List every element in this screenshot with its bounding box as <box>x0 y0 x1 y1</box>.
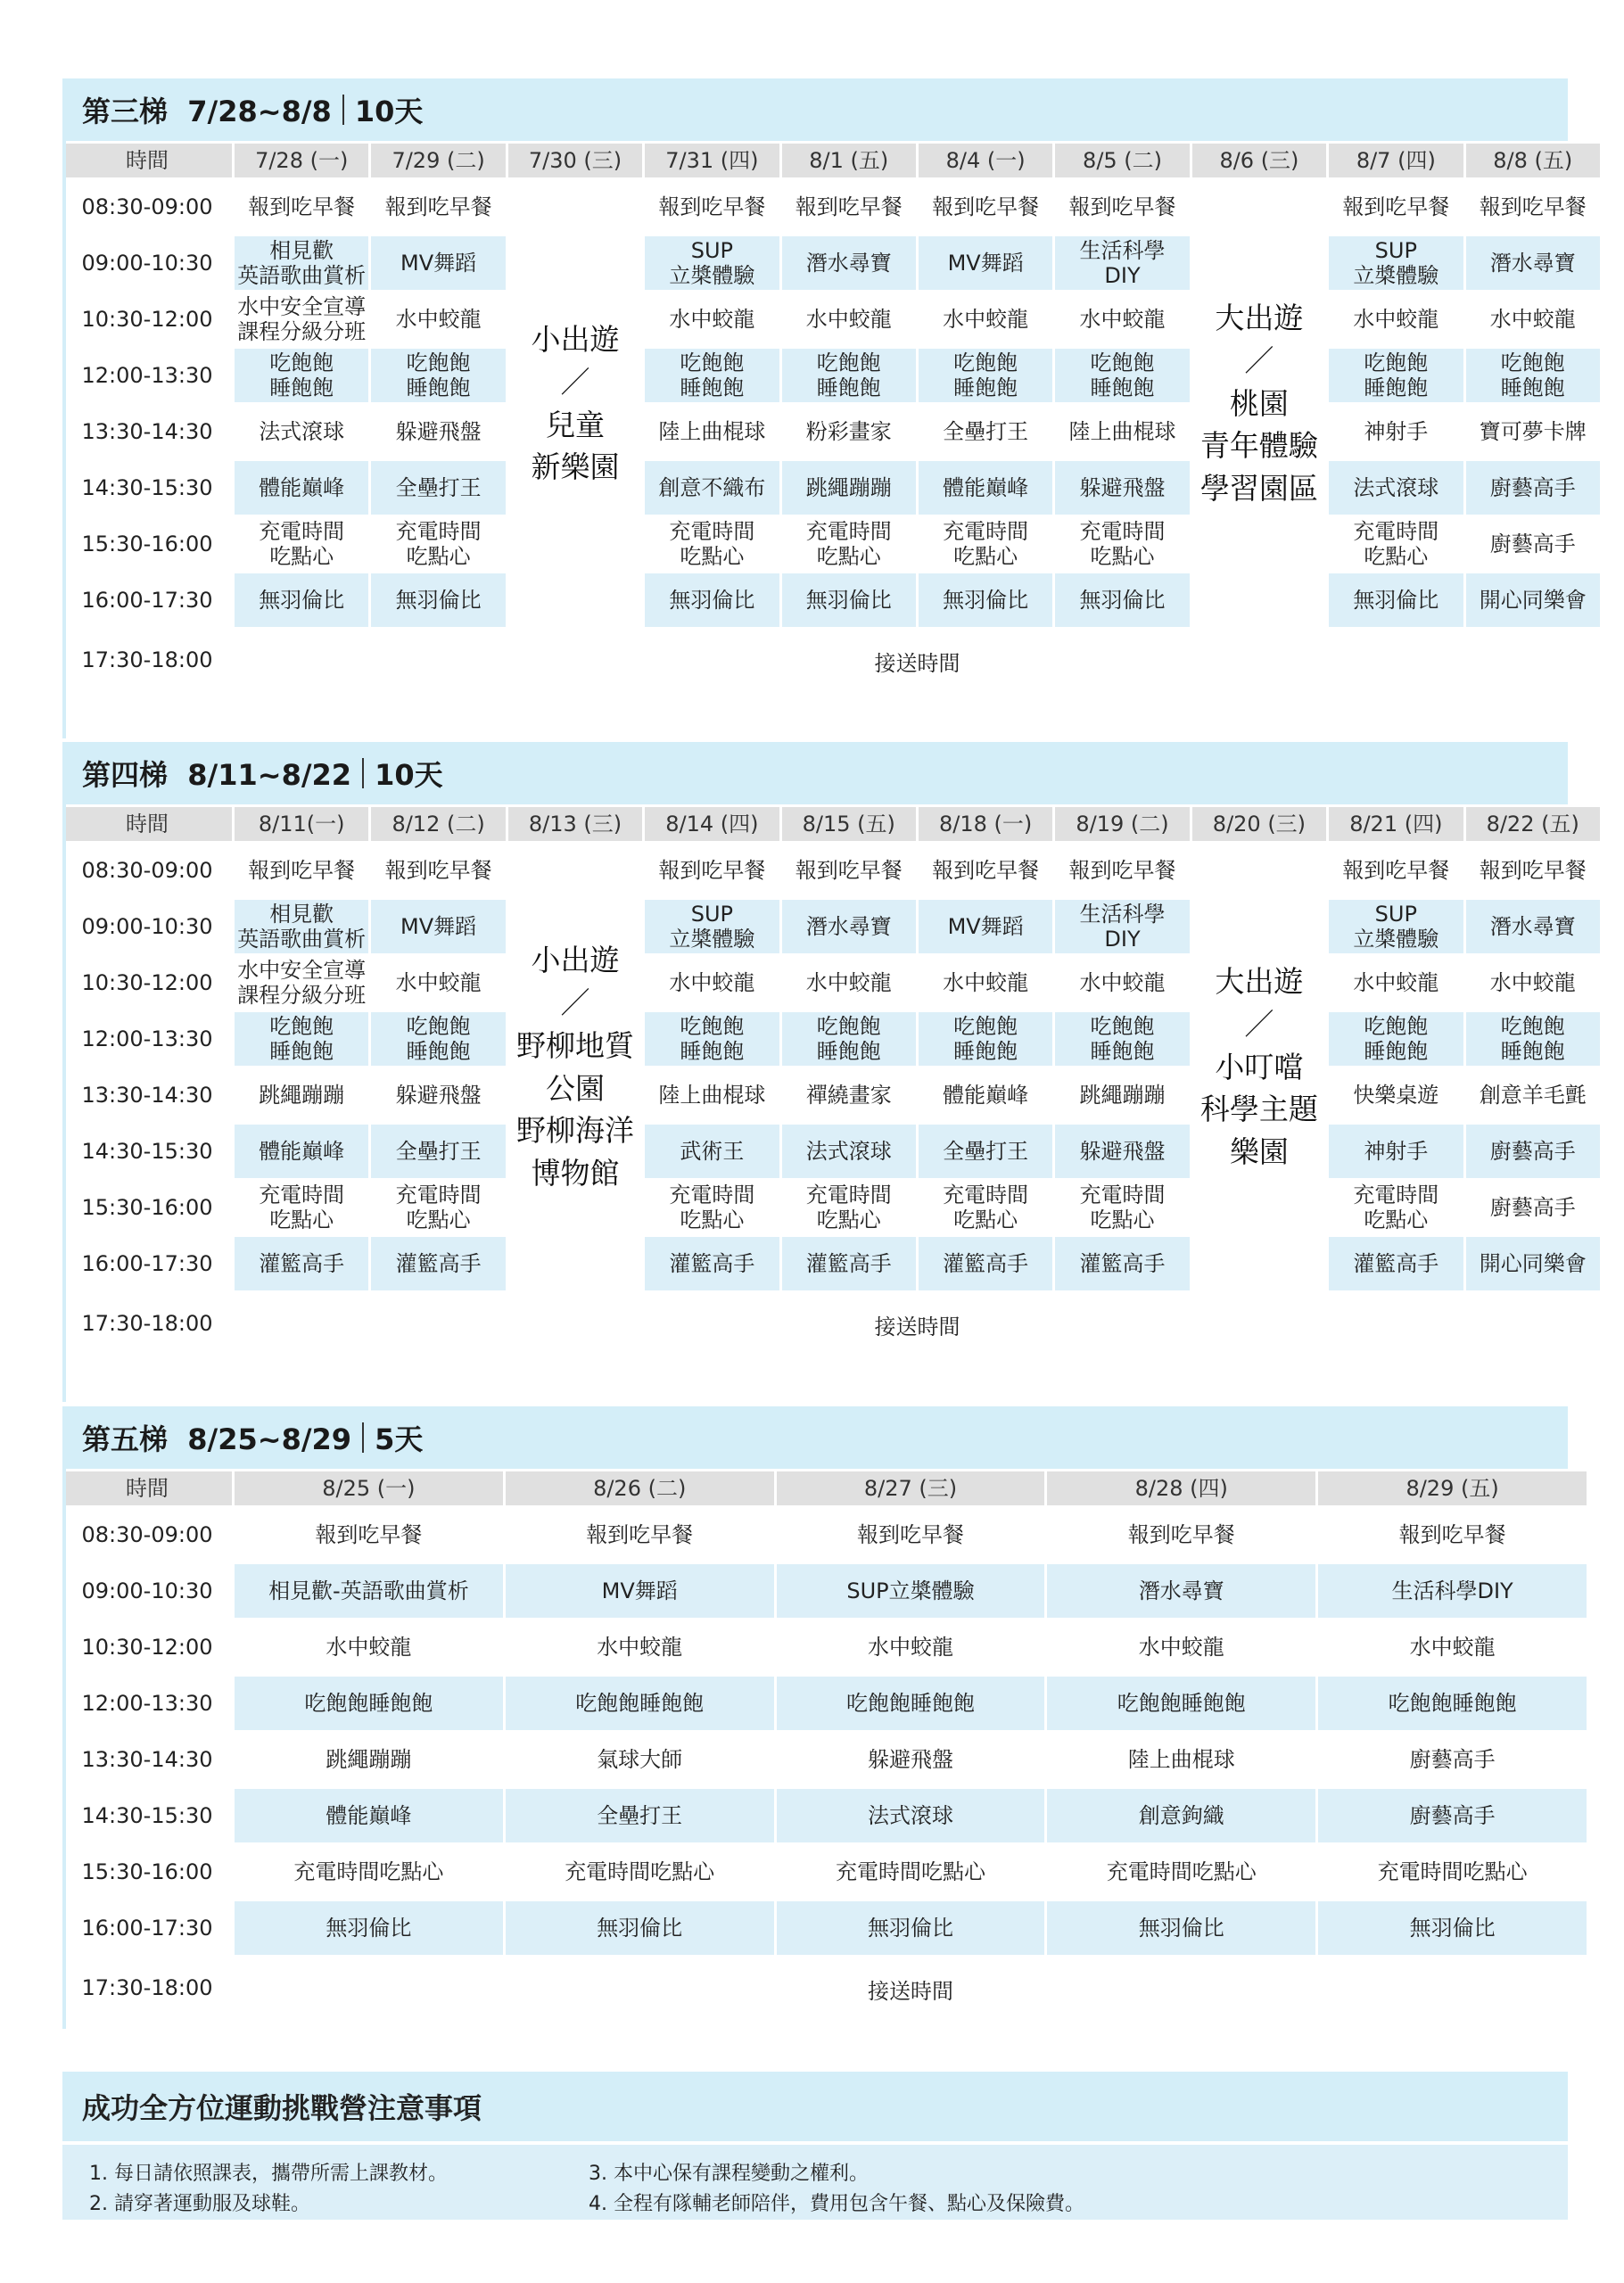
time-slot: 12:00-13:30 <box>62 1677 232 1730</box>
activity-cell: 法式滾球 <box>777 1789 1045 1842</box>
section-title: 第三梯 7/28~8/8 <box>82 95 332 128</box>
activity-cell: 報到吃早餐 <box>1055 844 1189 897</box>
activity-cell: 無羽倫比 <box>1055 573 1189 627</box>
schedule-row <box>62 405 1600 458</box>
activity-cell: 陸上曲棍球 <box>1055 405 1189 458</box>
activity-cell: MV舞蹈 <box>506 1564 774 1618</box>
activity-cell: 吃飽飽 睡飽飽 <box>1466 1012 1600 1066</box>
activity-cell: 報到吃早餐 <box>1329 844 1463 897</box>
date-column-header: 8/19 (二) <box>1055 807 1189 841</box>
activity-cell: 報到吃早餐 <box>1466 180 1600 234</box>
activity-cell: 充電時間 吃點心 <box>1055 1181 1189 1234</box>
activity-cell: 法式滾球 <box>1329 461 1463 515</box>
date-column-header: 8/28 (四) <box>1047 1471 1315 1505</box>
date-column-header: 8/26 (二) <box>506 1471 774 1505</box>
activity-cell: 充電時間 吃點心 <box>645 517 779 571</box>
activity-cell: 水中蛟龍 <box>1329 293 1463 346</box>
notes-body <box>62 2145 1568 2220</box>
activity-cell: 報到吃早餐 <box>371 844 505 897</box>
activity-cell: 報到吃早餐 <box>777 1508 1045 1562</box>
schedule-row <box>62 236 1600 290</box>
time-slot: 17:30-18:00 <box>62 1957 232 2018</box>
activity-cell: 神射手 <box>1329 1125 1463 1178</box>
activity-cell: 水中蛟龍 <box>1466 956 1600 1010</box>
time-slot: 09:00-10:30 <box>62 236 232 290</box>
schedule-section <box>62 742 1587 1356</box>
time-slot: 17:30-18:00 <box>62 1293 232 1354</box>
section-days: 5天 <box>375 1422 424 1456</box>
activity-cell: 吃飽飽 睡飽飽 <box>1329 1012 1463 1066</box>
section-header <box>62 78 1568 141</box>
activity-cell: 水中蛟龍 <box>919 293 1052 346</box>
activity-cell: 充電時間吃點心 <box>1318 1845 1587 1899</box>
activity-cell: 水中蛟龍 <box>645 956 779 1010</box>
activity-cell: 水中蛟龍 <box>1047 1620 1315 1674</box>
activity-cell: 水中蛟龍 <box>506 1620 774 1674</box>
activity-cell: 報到吃早餐 <box>235 1508 503 1562</box>
activity-cell: 跳繩蹦蹦 <box>235 1068 368 1122</box>
small-outing-cell: 小出遊 ／ 野柳地質 公園 野柳海洋 博物館 <box>508 844 642 1290</box>
section-title: 第四梯 8/11~8/22 <box>82 758 352 792</box>
section-header <box>62 1406 1568 1469</box>
date-column-header: 8/7 (四) <box>1329 144 1463 177</box>
activity-cell: 充電時間 吃點心 <box>235 517 368 571</box>
activity-cell: 開心同樂會 <box>1466 573 1600 627</box>
activity-cell: 相見歡-英語歌曲賞析 <box>235 1564 503 1618</box>
activity-cell: 生活科學DIY <box>1318 1564 1587 1618</box>
schedule-row <box>62 1789 1587 1842</box>
activity-cell: 報到吃早餐 <box>371 180 505 234</box>
schedule-row <box>62 1237 1600 1290</box>
activity-cell: 跳繩蹦蹦 <box>235 1733 503 1786</box>
activity-cell: 水中蛟龍 <box>371 293 505 346</box>
time-slot: 16:00-17:30 <box>62 1901 232 1955</box>
activity-cell: 全壘打王 <box>371 1125 505 1178</box>
time-slot: 08:30-09:00 <box>62 1508 232 1562</box>
activity-cell: 水中蛟龍 <box>371 956 505 1010</box>
activity-cell: 禪繞畫家 <box>782 1068 916 1122</box>
activity-cell: 充電時間 吃點心 <box>1329 517 1463 571</box>
date-column-header: 8/22 (五) <box>1466 807 1600 841</box>
activity-cell: 吃飽飽睡飽飽 <box>1047 1677 1315 1730</box>
activity-cell: 報到吃早餐 <box>1329 180 1463 234</box>
activity-cell: 躲避飛盤 <box>371 405 505 458</box>
section-days: 10天 <box>354 95 424 128</box>
time-slot: 16:00-17:30 <box>62 1237 232 1290</box>
time-slot: 10:30-12:00 <box>62 293 232 346</box>
activity-cell: SUP 立槳體驗 <box>645 236 779 290</box>
activity-cell: 充電時間吃點心 <box>235 1845 503 1899</box>
activity-cell: 吃飽飽 睡飽飽 <box>1055 1012 1189 1066</box>
time-slot: 14:30-15:30 <box>62 1789 232 1842</box>
activity-cell: MV舞蹈 <box>919 900 1052 953</box>
schedule-row <box>62 349 1600 402</box>
time-slot: 13:30-14:30 <box>62 1068 232 1122</box>
activity-cell: 開心同樂會 <box>1466 1237 1600 1290</box>
activity-cell: 報到吃早餐 <box>782 180 916 234</box>
note-item: 3. 本中心保有課程變動之權利。 <box>589 2163 869 2185</box>
activity-cell: 無羽倫比 <box>235 1901 503 1955</box>
activity-cell: 潛水尋寶 <box>1466 900 1600 953</box>
activity-cell: 躲避飛盤 <box>1055 461 1189 515</box>
activity-cell: 潛水尋寶 <box>1047 1564 1315 1618</box>
activity-cell: 吃飽飽 睡飽飽 <box>235 1012 368 1066</box>
activity-cell: 潛水尋寶 <box>782 236 916 290</box>
activity-cell: 灌籃高手 <box>1329 1237 1463 1290</box>
activity-cell: 吃飽飽 睡飽飽 <box>235 349 368 402</box>
activity-cell: 無羽倫比 <box>1047 1901 1315 1955</box>
activity-cell: 創意羊毛氈 <box>1466 1068 1600 1122</box>
activity-cell: 無羽倫比 <box>777 1901 1045 1955</box>
schedule-row <box>62 1901 1587 1955</box>
activity-cell: 報到吃早餐 <box>506 1508 774 1562</box>
activity-cell: 水中蛟龍 <box>782 293 916 346</box>
activity-cell: 無羽倫比 <box>645 573 779 627</box>
date-column-header: 8/6 (三) <box>1192 144 1326 177</box>
activity-cell: 無羽倫比 <box>235 573 368 627</box>
schedule-table <box>60 141 1603 693</box>
activity-cell: 吃飽飽睡飽飽 <box>506 1677 774 1730</box>
activity-cell: 充電時間吃點心 <box>1047 1845 1315 1899</box>
time-slot: 13:30-14:30 <box>62 405 232 458</box>
activity-cell: 水中蛟龍 <box>777 1620 1045 1674</box>
activity-cell: 全壘打王 <box>919 405 1052 458</box>
activity-cell: 體能巔峰 <box>919 1068 1052 1122</box>
date-column-header: 8/5 (二) <box>1055 144 1189 177</box>
activity-cell: 陸上曲棍球 <box>1047 1733 1315 1786</box>
activity-cell: 吃飽飽 睡飽飽 <box>919 1012 1052 1066</box>
schedule-row <box>62 1181 1600 1234</box>
section-side-bar <box>62 1469 66 2029</box>
activity-cell: 報到吃早餐 <box>1055 180 1189 234</box>
activity-cell: 灌籃高手 <box>919 1237 1052 1290</box>
time-slot: 15:30-16:00 <box>62 1845 232 1899</box>
activity-cell: 充電時間 吃點心 <box>1055 517 1189 571</box>
activity-cell: 生活科學 DIY <box>1055 900 1189 953</box>
date-column-header: 8/25 (一) <box>235 1471 503 1505</box>
activity-cell: 水中蛟龍 <box>919 956 1052 1010</box>
time-slot: 15:30-16:00 <box>62 517 232 571</box>
activity-cell: 報到吃早餐 <box>1318 1508 1587 1562</box>
time-slot: 14:30-15:30 <box>62 1125 232 1178</box>
big-outing-cell: 大出遊 ／ 桃園 青年體驗 學習園區 <box>1192 180 1326 627</box>
activity-cell: 吃飽飽 睡飽飽 <box>645 1012 779 1066</box>
time-column-header: 時間 <box>62 144 232 177</box>
activity-cell: 灌籃高手 <box>782 1237 916 1290</box>
time-slot: 16:00-17:30 <box>62 573 232 627</box>
section-title: 第五梯 8/25~8/29 <box>82 1422 352 1456</box>
date-column-header: 8/15 (五) <box>782 807 916 841</box>
activity-cell: 無羽倫比 <box>1329 573 1463 627</box>
activity-cell: 躲避飛盤 <box>1055 1125 1189 1178</box>
section-header <box>62 742 1568 804</box>
schedule-row <box>62 1677 1587 1730</box>
time-slot: 15:30-16:00 <box>62 1181 232 1234</box>
activity-cell: 水中蛟龍 <box>1055 293 1189 346</box>
schedule-section <box>62 78 1587 693</box>
activity-cell: 報到吃早餐 <box>235 844 368 897</box>
activity-cell: 體能巔峰 <box>919 461 1052 515</box>
activity-cell: 灌籃高手 <box>371 1237 505 1290</box>
activity-cell: 灌籃高手 <box>235 1237 368 1290</box>
date-column-header: 8/8 (五) <box>1466 144 1600 177</box>
activity-cell: 法式滾球 <box>782 1125 916 1178</box>
activity-cell: 吃飽飽 睡飽飽 <box>1329 349 1463 402</box>
activity-cell: 報到吃早餐 <box>235 180 368 234</box>
activity-cell: SUP 立槳體驗 <box>645 900 779 953</box>
date-column-header: 8/18 (一) <box>919 807 1052 841</box>
activity-cell: 吃飽飽 睡飽飽 <box>1055 349 1189 402</box>
date-column-header: 8/13 (三) <box>508 807 642 841</box>
activity-cell: 廚藝高手 <box>1466 517 1600 571</box>
activity-cell: 廚藝高手 <box>1466 1125 1600 1178</box>
date-column-header: 7/30 (三) <box>508 144 642 177</box>
activity-cell: 水中安全宣導 課程分級分班 <box>235 956 368 1010</box>
date-column-header: 8/20 (三) <box>1192 807 1326 841</box>
activity-cell: 水中蛟龍 <box>1466 293 1600 346</box>
schedule-row <box>62 180 1600 234</box>
activity-cell: 充電時間 吃點心 <box>919 1181 1052 1234</box>
activity-cell: 充電時間 吃點心 <box>371 517 505 571</box>
date-column-header: 7/31 (四) <box>645 144 779 177</box>
activity-cell: MV舞蹈 <box>371 900 505 953</box>
schedule-row <box>62 1125 1600 1178</box>
activity-cell: 神射手 <box>1329 405 1463 458</box>
schedule-row <box>62 461 1600 515</box>
schedule-row <box>62 1508 1587 1562</box>
activity-cell: 灌籃高手 <box>1055 1237 1189 1290</box>
activity-cell: 水中蛟龍 <box>235 1620 503 1674</box>
schedule-row <box>62 293 1600 346</box>
schedule-row <box>62 573 1600 627</box>
activity-cell: 充電時間吃點心 <box>777 1845 1045 1899</box>
schedule-row <box>62 1620 1587 1674</box>
activity-cell: 充電時間 吃點心 <box>645 1181 779 1234</box>
activity-cell: 充電時間 吃點心 <box>919 517 1052 571</box>
date-column-header: 8/29 (五) <box>1318 1471 1587 1505</box>
pickup-time-cell: 接送時間 <box>235 1957 1587 2018</box>
schedule-row <box>62 1068 1600 1122</box>
activity-cell: 寶可夢卡牌 <box>1466 405 1600 458</box>
section-side-bar <box>62 141 66 738</box>
activity-cell: 無羽倫比 <box>1318 1901 1587 1955</box>
big-outing-cell: 大出遊 ／ 小叮噹 科學主題 樂園 <box>1192 844 1326 1290</box>
activity-cell: 無羽倫比 <box>782 573 916 627</box>
schedule-row <box>62 1012 1600 1066</box>
activity-cell: 充電時間 吃點心 <box>782 517 916 571</box>
activity-cell: 報到吃早餐 <box>645 180 779 234</box>
activity-cell: 報到吃早餐 <box>1466 844 1600 897</box>
section-days: 10天 <box>375 758 443 792</box>
activity-cell: 陸上曲棍球 <box>645 1068 779 1122</box>
section-side-bar <box>62 804 66 1402</box>
date-column-header: 7/29 (二) <box>371 144 505 177</box>
time-slot: 12:00-13:30 <box>62 1012 232 1066</box>
activity-cell: 充電時間 吃點心 <box>235 1181 368 1234</box>
activity-cell: SUP 立槳體驗 <box>1329 900 1463 953</box>
activity-cell: 吃飽飽 睡飽飽 <box>782 349 916 402</box>
time-slot: 12:00-13:30 <box>62 349 232 402</box>
activity-cell: 報到吃早餐 <box>1047 1508 1315 1562</box>
notes-section <box>62 2072 1568 2220</box>
schedule-table <box>60 1469 1589 2021</box>
title-separator <box>362 1422 364 1453</box>
activity-cell: 吃飽飽 睡飽飽 <box>782 1012 916 1066</box>
date-column-header: 8/4 (一) <box>919 144 1052 177</box>
pickup-time-cell: 接送時間 <box>235 1293 1600 1354</box>
schedule-row <box>62 1957 1587 2018</box>
activity-cell: MV舞蹈 <box>919 236 1052 290</box>
activity-cell: 法式滾球 <box>235 405 368 458</box>
activity-cell: 充電時間吃點心 <box>506 1845 774 1899</box>
time-slot: 09:00-10:30 <box>62 900 232 953</box>
activity-cell: 報到吃早餐 <box>919 844 1052 897</box>
activity-cell: 體能巔峰 <box>235 461 368 515</box>
pickup-time-cell: 接送時間 <box>235 630 1600 690</box>
activity-cell: 充電時間 吃點心 <box>371 1181 505 1234</box>
time-column-header: 時間 <box>62 807 232 841</box>
time-slot: 08:30-09:00 <box>62 180 232 234</box>
schedule-row <box>62 517 1600 571</box>
date-column-header: 8/11(一) <box>235 807 368 841</box>
schedule-row <box>62 630 1600 690</box>
activity-cell: 氣球大師 <box>506 1733 774 1786</box>
note-item: 2. 請穿著運動服及球鞋。 <box>89 2193 310 2215</box>
activity-cell: 報到吃早餐 <box>645 844 779 897</box>
activity-cell: 吃飽飽 睡飽飽 <box>919 349 1052 402</box>
activity-cell: SUP立槳體驗 <box>777 1564 1045 1618</box>
activity-cell: 水中蛟龍 <box>1329 956 1463 1010</box>
activity-cell: 廚藝高手 <box>1318 1789 1587 1842</box>
activity-cell: 全壘打王 <box>919 1125 1052 1178</box>
activity-cell: 報到吃早餐 <box>782 844 916 897</box>
activity-cell: 廚藝高手 <box>1318 1733 1587 1786</box>
schedule-row <box>62 844 1600 897</box>
schedule-row <box>62 1845 1587 1899</box>
time-slot: 09:00-10:30 <box>62 1564 232 1618</box>
activity-cell: 廚藝高手 <box>1466 1181 1600 1234</box>
schedule-table <box>60 804 1603 1356</box>
activity-cell: 吃飽飽睡飽飽 <box>235 1677 503 1730</box>
schedule-row <box>62 1564 1587 1618</box>
note-item: 1. 每日請依照課表，攜帶所需上課教材。 <box>89 2163 448 2185</box>
activity-cell: 創意鉤織 <box>1047 1789 1315 1842</box>
schedule-row <box>62 1733 1587 1786</box>
date-column-header: 8/1 (五) <box>782 144 916 177</box>
activity-cell: 快樂桌遊 <box>1329 1068 1463 1122</box>
time-column-header: 時間 <box>62 1471 232 1505</box>
activity-cell: 吃飽飽睡飽飽 <box>777 1677 1045 1730</box>
schedule-section <box>62 1406 1568 2021</box>
activity-cell: 生活科學 DIY <box>1055 236 1189 290</box>
activity-cell: 吃飽飽 睡飽飽 <box>371 1012 505 1066</box>
schedule-row <box>62 956 1600 1010</box>
time-slot: 10:30-12:00 <box>62 956 232 1010</box>
activity-cell: 吃飽飽 睡飽飽 <box>371 349 505 402</box>
activity-cell: 跳繩蹦蹦 <box>1055 1068 1189 1122</box>
activity-cell: MV舞蹈 <box>371 236 505 290</box>
activity-cell: 灌籃高手 <box>645 1237 779 1290</box>
date-column-header: 8/27 (三) <box>777 1471 1045 1505</box>
activity-cell: 全壘打王 <box>371 461 505 515</box>
title-separator <box>342 95 344 125</box>
schedule-row <box>62 900 1600 953</box>
activity-cell: 吃飽飽 睡飽飽 <box>645 349 779 402</box>
activity-cell: 陸上曲棍球 <box>645 405 779 458</box>
activity-cell: 跳繩蹦蹦 <box>782 461 916 515</box>
activity-cell: 水中安全宣導 課程分級分班 <box>235 293 368 346</box>
activity-cell: 報到吃早餐 <box>919 180 1052 234</box>
schedule-row <box>62 1293 1600 1354</box>
activity-cell: 躲避飛盤 <box>371 1068 505 1122</box>
activity-cell: 相見歡 英語歌曲賞析 <box>235 900 368 953</box>
activity-cell: 充電時間 吃點心 <box>1329 1181 1463 1234</box>
time-slot: 13:30-14:30 <box>62 1733 232 1786</box>
time-slot: 08:30-09:00 <box>62 844 232 897</box>
time-slot: 14:30-15:30 <box>62 461 232 515</box>
time-slot: 17:30-18:00 <box>62 630 232 690</box>
activity-cell: 廚藝高手 <box>1466 461 1600 515</box>
activity-cell: 躲避飛盤 <box>777 1733 1045 1786</box>
activity-cell: 相見歡 英語歌曲賞析 <box>235 236 368 290</box>
activity-cell: 無羽倫比 <box>371 573 505 627</box>
date-column-header: 8/12 (二) <box>371 807 505 841</box>
date-column-header: 7/28 (一) <box>235 144 368 177</box>
small-outing-cell: 小出遊 ／ 兒童 新樂園 <box>508 180 642 627</box>
activity-cell: 吃飽飽睡飽飽 <box>1318 1677 1587 1730</box>
activity-cell: 潛水尋寶 <box>1466 236 1600 290</box>
activity-cell: 體能巔峰 <box>235 1789 503 1842</box>
activity-cell: 水中蛟龍 <box>1055 956 1189 1010</box>
activity-cell: 體能巔峰 <box>235 1125 368 1178</box>
date-column-header: 8/14 (四) <box>645 807 779 841</box>
activity-cell: SUP 立槳體驗 <box>1329 236 1463 290</box>
activity-cell: 潛水尋寶 <box>782 900 916 953</box>
notes-title: 成功全方位運動挑戰營注意事項 <box>62 2072 1568 2141</box>
activity-cell: 無羽倫比 <box>919 573 1052 627</box>
time-slot: 10:30-12:00 <box>62 1620 232 1674</box>
activity-cell: 全壘打王 <box>506 1789 774 1842</box>
activity-cell: 水中蛟龍 <box>645 293 779 346</box>
note-item: 4. 全程有隊輔老師陪伴，費用包含午餐、點心及保險費。 <box>589 2193 1084 2215</box>
activity-cell: 無羽倫比 <box>506 1901 774 1955</box>
title-separator <box>362 758 364 788</box>
activity-cell: 吃飽飽 睡飽飽 <box>1466 349 1600 402</box>
activity-cell: 粉彩畫家 <box>782 405 916 458</box>
activity-cell: 水中蛟龍 <box>782 956 916 1010</box>
activity-cell: 充電時間 吃點心 <box>782 1181 916 1234</box>
activity-cell: 創意不織布 <box>645 461 779 515</box>
activity-cell: 水中蛟龍 <box>1318 1620 1587 1674</box>
date-column-header: 8/21 (四) <box>1329 807 1463 841</box>
activity-cell: 武術王 <box>645 1125 779 1178</box>
